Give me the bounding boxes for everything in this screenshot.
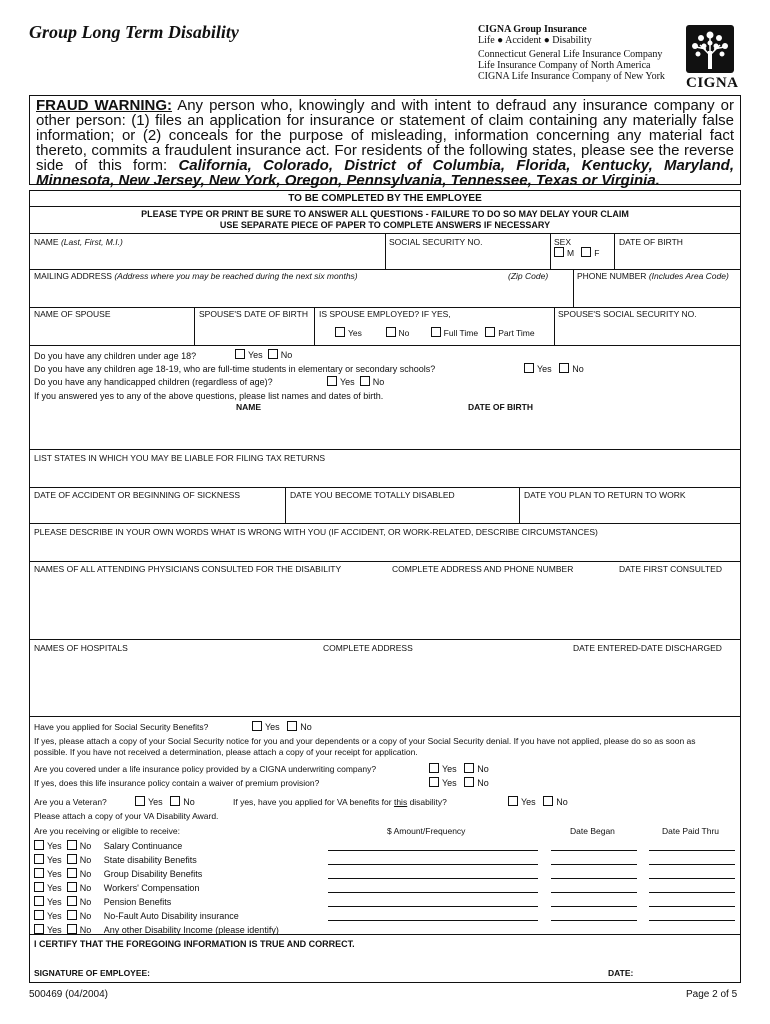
sex-m-label: M: [567, 248, 575, 258]
page-number: Page 2 of 5: [686, 989, 738, 1000]
describe-field[interactable]: PLEASE DESCRIBE IN YOUR OWN WORDS WHAT IS WRONG WITH YOU (IF ACCIDENT, OR WORK-RELATED, DESCRIBE CIRCUMSTANCES): [34, 527, 598, 537]
spouse-yes-checkbox[interactable]: [335, 327, 345, 337]
insurer-company-1: Connecticut General Life Insurance Company: [478, 49, 663, 60]
children-1819-yes-checkbox[interactable]: [524, 363, 534, 373]
benefit-no-checkbox[interactable]: [67, 924, 77, 934]
ss-yes: Yes: [265, 722, 280, 732]
waiver-options: [429, 777, 489, 789]
spouse-yes-label: Yes: [348, 328, 362, 338]
form-number: 500469 (04/2004): [29, 989, 108, 1000]
sex-options: [554, 247, 599, 258]
handicapped-no: No: [372, 377, 385, 387]
benefit-no-checkbox[interactable]: [67, 854, 77, 864]
veteran-yes-checkbox[interactable]: [135, 796, 145, 806]
insurer-company-2: Life Insurance Company of North America: [478, 60, 651, 71]
fraud-warning: [29, 95, 741, 189]
benefit-no-checkbox[interactable]: [67, 896, 77, 906]
benefit-no-label: No: [79, 855, 92, 865]
date-disabled-field[interactable]: DATE YOU BECOME TOTALLY DISABLED: [290, 490, 455, 500]
benefit-row: [34, 840, 182, 852]
benefit-no-checkbox[interactable]: [67, 840, 77, 850]
benefit-paid-line[interactable]: [649, 906, 735, 907]
ss-note-1: If yes, please attach a copy of your Social Security notice for you and your dependents or a copy of your Social Security denial. If you have not applied, please do so as soon as: [34, 736, 696, 746]
life-yes: Yes: [442, 764, 457, 774]
cigna-logo: [686, 25, 739, 91]
question-va-benefits: [233, 797, 447, 807]
benefit-label: Workers' Compensation: [103, 883, 200, 893]
benefit-yes-checkbox[interactable]: [34, 854, 44, 864]
benefit-row: [34, 910, 239, 922]
physician-address-field[interactable]: COMPLETE ADDRESS AND PHONE NUMBER: [392, 564, 574, 574]
spouse-no-checkbox[interactable]: [386, 327, 396, 337]
benefit-label: Salary Continuance: [103, 841, 183, 851]
name-label: NAME: [34, 237, 59, 247]
veteran-options: [135, 796, 195, 808]
benefit-began-line[interactable]: [551, 864, 637, 865]
benefit-yes-label: Yes: [47, 911, 62, 921]
benefit-no-label: No: [79, 883, 92, 893]
life-insurance-options: [429, 763, 489, 775]
phone-hint: (Includes Area Code): [648, 271, 729, 281]
question-waiver: If yes, does this life insurance policy contain a waiver of premium provision?: [34, 778, 320, 788]
waiver-no: No: [477, 778, 489, 788]
full-time-checkbox[interactable]: [431, 327, 441, 337]
date-began-column: Date Began: [570, 826, 615, 836]
va-question-post: disability?: [407, 797, 447, 807]
benefit-yes-label: Yes: [47, 925, 62, 935]
va-options: [508, 796, 568, 808]
handicapped-no-checkbox[interactable]: [360, 376, 370, 386]
sex-f-label: F: [594, 248, 600, 258]
phone-field[interactable]: [577, 271, 729, 281]
insurer-company-3: CIGNA Life Insurance Company of New York: [478, 71, 665, 82]
benefit-amount-line[interactable]: [328, 920, 538, 921]
children-18-no-checkbox[interactable]: [268, 349, 278, 359]
benefit-amount-line[interactable]: [328, 878, 538, 879]
benefit-no-checkbox[interactable]: [67, 882, 77, 892]
signature-field[interactable]: SIGNATURE OF EMPLOYEE:: [34, 968, 151, 978]
sex-m-checkbox[interactable]: [554, 247, 564, 257]
dob-field[interactable]: DATE OF BIRTH: [619, 237, 683, 247]
spouse-dob-field[interactable]: SPOUSE'S DATE OF BIRTH: [199, 309, 308, 319]
life-no: No: [477, 764, 489, 774]
instructions-1: PLEASE TYPE OR PRINT BE SURE TO ANSWER ALL QUESTIONS - FAILURE TO DO SO MAY DELAY YOUR CLAIM: [141, 209, 629, 219]
benefit-paid-line[interactable]: [649, 864, 735, 865]
full-time-label: Full Time: [443, 328, 479, 338]
date-return-field[interactable]: DATE YOU PLAN TO RETURN TO WORK: [524, 490, 686, 500]
spouse-no-label: No: [398, 328, 410, 338]
part-time-checkbox[interactable]: [485, 327, 495, 337]
waiver-yes: Yes: [442, 778, 457, 788]
benefit-yes-label: Yes: [47, 855, 62, 865]
handicapped-yes-checkbox[interactable]: [327, 376, 337, 386]
employee-form: [29, 190, 741, 983]
insurer-lines: Life ● Accident ● Disability: [478, 35, 592, 46]
question-social-security: Have you applied for Social Security Benefits?: [34, 722, 209, 732]
benefit-row: [34, 868, 202, 880]
date-accident-field[interactable]: DATE OF ACCIDENT OR BEGINNING OF SICKNESS: [34, 490, 241, 500]
benefit-no-label: No: [79, 869, 92, 879]
benefit-paid-line[interactable]: [649, 920, 735, 921]
benefit-amount-line[interactable]: [328, 906, 538, 907]
spouse-employed-options: [335, 327, 535, 338]
form-title: Group Long Term Disability: [29, 22, 239, 42]
benefit-no-checkbox[interactable]: [67, 910, 77, 920]
question-children-18: Do you have any children under age 18?: [34, 351, 197, 361]
va-question-this: this: [393, 797, 408, 807]
life-yes-checkbox[interactable]: [429, 763, 439, 773]
mailing-hint: (Address where you may be reached during the next six months): [114, 271, 358, 281]
question-handicapped: Do you have any handicapped children (regardless of age)?: [34, 377, 273, 387]
benefit-yes-checkbox[interactable]: [34, 868, 44, 878]
spouse-ssn-field[interactable]: SPOUSE'S SOCIAL SECURITY NO.: [558, 309, 697, 319]
logo-wordmark: CIGNA: [686, 75, 739, 91]
benefit-yes-checkbox[interactable]: [34, 896, 44, 906]
sex-f-checkbox[interactable]: [581, 247, 591, 257]
name-hint: (Last, First, M.I.): [60, 237, 123, 247]
physicians-field[interactable]: NAMES OF ALL ATTENDING PHYSICIANS CONSULTED FOR THE DISABILITY: [34, 564, 342, 574]
insurer-block: [478, 24, 665, 82]
children-18-yes-checkbox[interactable]: [235, 349, 245, 359]
children-18-no: No: [280, 350, 293, 360]
benefit-began-line[interactable]: [551, 892, 637, 893]
ss-no-checkbox[interactable]: [287, 721, 297, 731]
part-time-label: Part Time: [498, 328, 535, 338]
fraud-warning-text: Any person who, knowingly and with intent to defraud any insurance company or other person: (1) files an application for insurance or statement of claim containing any materially false information; or (2) conceals for the purpose of misleading, information concerning any material fact thereto, commits a fraudulent insurance act. For residents of the following states, please see the reverse side of this form:: [36, 97, 734, 174]
benefit-began-line[interactable]: [551, 850, 637, 851]
benefit-yes-label: Yes: [47, 869, 62, 879]
ss-no: No: [300, 722, 312, 732]
benefit-amount-line[interactable]: [328, 892, 538, 893]
benefit-yes-checkbox[interactable]: [34, 924, 44, 934]
benefit-began-line[interactable]: [551, 920, 637, 921]
benefit-paid-line[interactable]: [649, 850, 735, 851]
date-field[interactable]: DATE:: [608, 968, 634, 978]
children-18-yes: Yes: [248, 350, 263, 360]
benefit-amount-line[interactable]: [328, 850, 538, 851]
benefit-no-label: No: [79, 925, 92, 935]
benefit-no-label: No: [79, 897, 92, 907]
children-18-options: [235, 349, 292, 361]
certify-statement: I CERTIFY THAT THE FOREGOING INFORMATION IS TRUE AND CORRECT.: [34, 939, 355, 949]
mailing-label: MAILING ADDRESS: [34, 271, 112, 281]
children-name-column: NAME: [236, 402, 262, 412]
name-field[interactable]: [34, 237, 123, 247]
benefit-yes-label: Yes: [47, 897, 62, 907]
benefit-no-checkbox[interactable]: [67, 868, 77, 878]
children-1819-yes: Yes: [537, 364, 552, 374]
question-receiving: Are you receiving or eligible to receive:: [34, 826, 180, 836]
spouse-employed-label: IS SPOUSE EMPLOYED? IF YES,: [319, 309, 451, 319]
hospital-address-field[interactable]: COMPLETE ADDRESS: [323, 643, 413, 653]
va-no-checkbox[interactable]: [543, 796, 553, 806]
hospitals-field[interactable]: NAMES OF HOSPITALS: [34, 643, 128, 653]
benefit-yes-checkbox[interactable]: [34, 840, 44, 850]
benefit-began-line[interactable]: [551, 906, 637, 907]
zip-hint: (Zip Code): [508, 271, 549, 281]
question-life-insurance: Are you covered under a life insurance policy provided by a CIGNA underwriting company?: [34, 764, 377, 774]
spouse-name-field[interactable]: NAME OF SPOUSE: [34, 309, 111, 319]
phone-label: PHONE NUMBER: [577, 271, 647, 281]
life-no-checkbox[interactable]: [464, 763, 474, 773]
benefit-paid-line[interactable]: [649, 878, 735, 879]
social-security-options: [252, 721, 312, 733]
benefit-yes-label: Yes: [47, 883, 62, 893]
mailing-address-field[interactable]: [34, 271, 358, 281]
tree-icon: [686, 25, 734, 73]
benefit-row: [34, 882, 199, 894]
question-children-1819: Do you have any children age 18-19, who are full-time students in elementary or secondary schools?: [34, 364, 436, 374]
children-1819-options: [524, 363, 584, 375]
amount-column: $ Amount/Frequency: [387, 826, 466, 836]
benefit-amount-line[interactable]: [328, 864, 538, 865]
benefit-paid-line[interactable]: [649, 892, 735, 893]
benefit-no-label: No: [79, 841, 92, 851]
sex-label: SEX: [554, 237, 572, 247]
benefit-label: Pension Benefits: [103, 897, 172, 907]
children-dob-column: DATE OF BIRTH: [468, 402, 534, 412]
benefit-no-label: No: [79, 911, 92, 921]
children-1819-no: No: [572, 364, 584, 374]
benefit-label: State disability Benefits: [103, 855, 197, 865]
benefit-yes-checkbox[interactable]: [34, 910, 44, 920]
benefit-yes-label: Yes: [47, 841, 62, 851]
va-question-pre: If yes, have you applied for VA benefits for: [233, 797, 394, 807]
instructions-2: USE SEPARATE PIECE OF PAPER TO COMPLETE ANSWERS IF NECESSARY: [219, 220, 551, 230]
benefit-yes-checkbox[interactable]: [34, 882, 44, 892]
insurer-name: CIGNA Group Insurance: [478, 24, 587, 35]
benefit-label: No-Fault Auto Disability insurance: [103, 911, 239, 921]
veteran-yes: Yes: [148, 797, 163, 807]
ss-yes-checkbox[interactable]: [252, 721, 262, 731]
handicapped-options: [327, 376, 384, 388]
tax-states-field[interactable]: LIST STATES IN WHICH YOU MAY BE LIABLE FOR FILING TAX RETURNS: [34, 453, 326, 463]
section-title: TO BE COMPLETED BY THE EMPLOYEE: [288, 193, 482, 204]
question-list: If you answered yes to any of the above questions, please list names and dates of birth.: [34, 391, 384, 401]
date-paid-column: Date Paid Thru: [662, 826, 720, 836]
va-yes-checkbox[interactable]: [508, 796, 518, 806]
fraud-warning-label: FRAUD WARNING:: [36, 97, 173, 114]
va-no: No: [556, 797, 568, 807]
physician-date-field[interactable]: DATE FIRST CONSULTED: [619, 564, 722, 574]
benefit-row: [34, 896, 171, 908]
benefit-label: Group Disability Benefits: [103, 869, 203, 879]
question-veteran: Are you a Veteran?: [34, 797, 107, 807]
benefit-row: [34, 854, 197, 866]
waiver-yes-checkbox[interactable]: [429, 777, 439, 787]
handicapped-yes: Yes: [340, 377, 355, 387]
fraud-warning-states: California, Colorado, District of Columbia, Florida, Kentucky, Maryland, Minnesota, New Jersey, New York, Oregon, Pennsylvania, Tennessee, Texas or Virginia.: [36, 157, 734, 189]
benefit-label: Any other Disability Income (please identify): [103, 925, 279, 935]
veteran-no: No: [183, 797, 195, 807]
benefit-began-line[interactable]: [551, 878, 637, 879]
waiver-no-checkbox[interactable]: [464, 777, 474, 787]
va-yes: Yes: [521, 797, 536, 807]
children-1819-no-checkbox[interactable]: [559, 363, 569, 373]
veteran-no-checkbox[interactable]: [170, 796, 180, 806]
ss-note-2: possible. If you have not received a determination, please attach a copy of your receipt for application.: [34, 747, 418, 757]
ssn-field[interactable]: SOCIAL SECURITY NO.: [389, 237, 483, 247]
va-note: Please attach a copy of your VA Disability Award.: [34, 811, 219, 821]
hospital-dates-field[interactable]: DATE ENTERED-DATE DISCHARGED: [573, 643, 722, 653]
